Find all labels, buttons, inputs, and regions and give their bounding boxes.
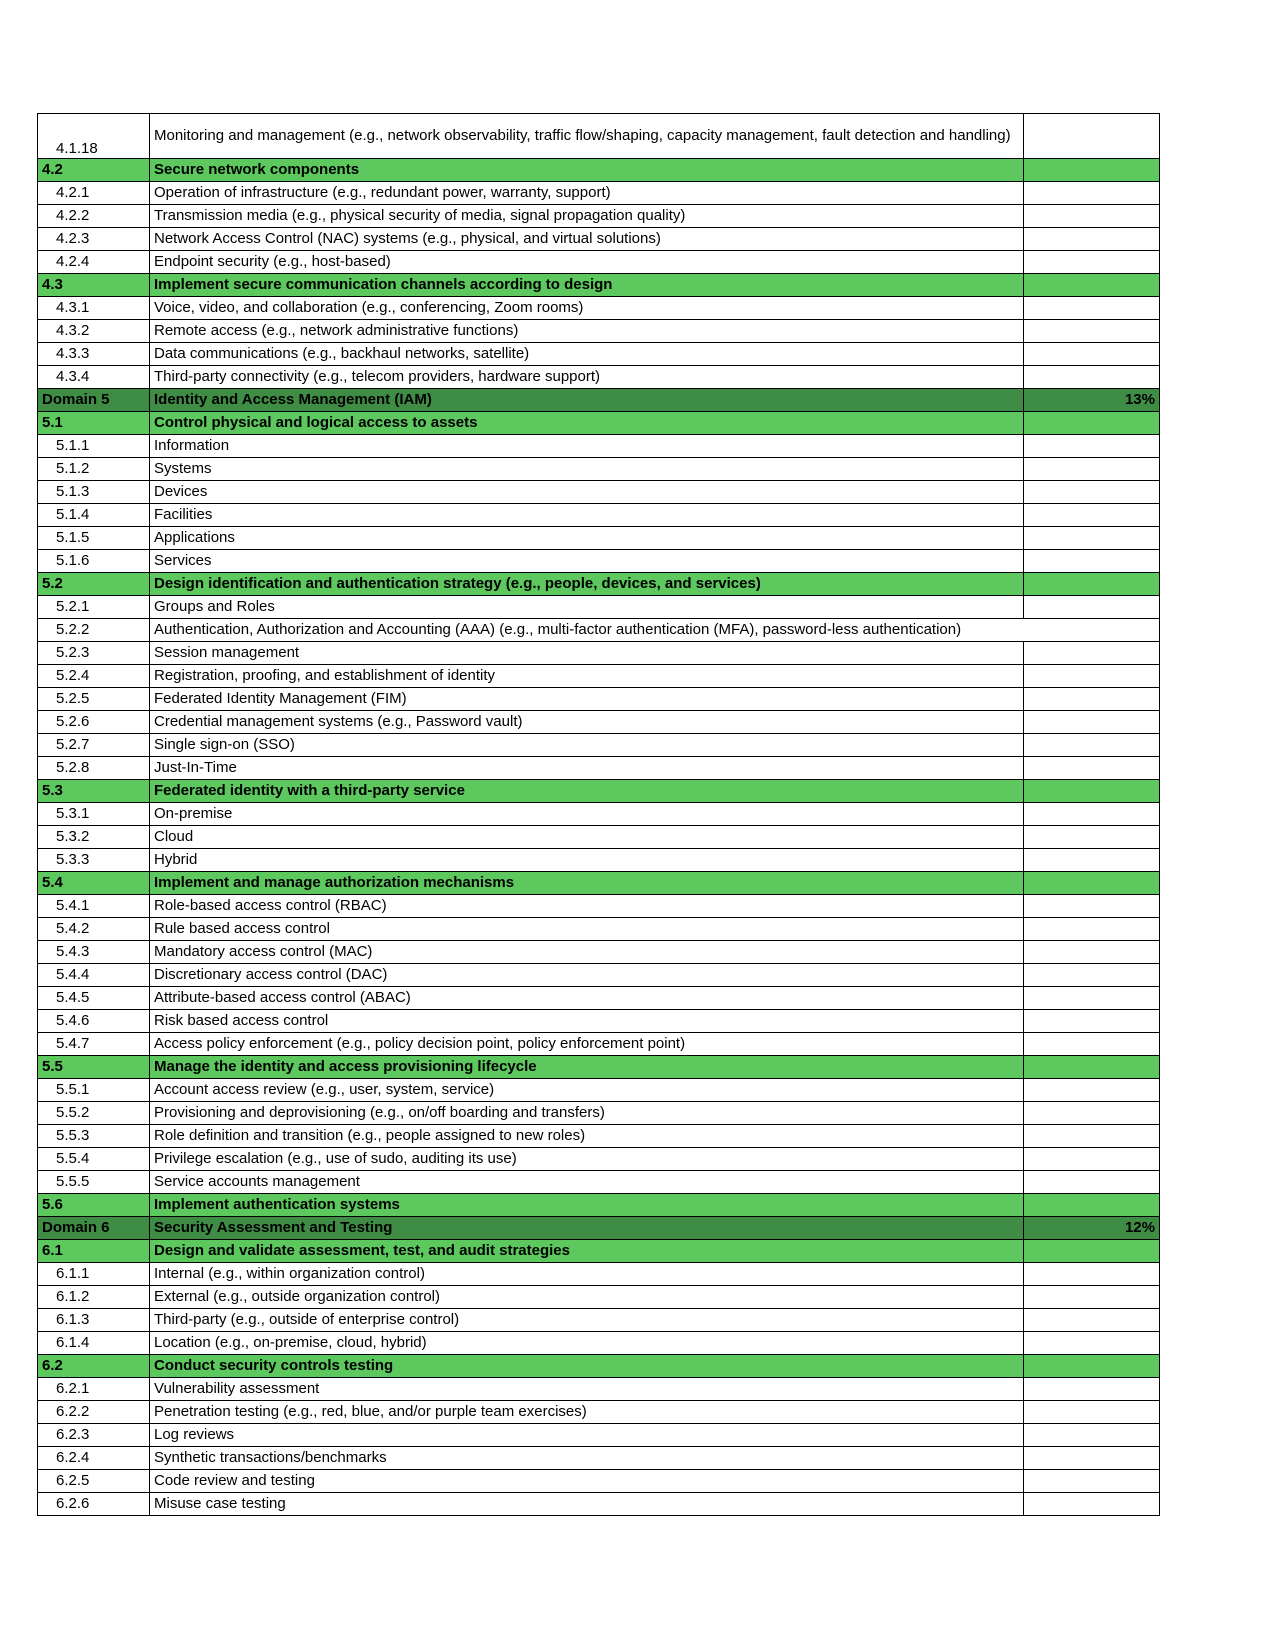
objective-row (38, 550, 1160, 573)
section-description: Just-In-Time (150, 757, 1024, 780)
section-description: Conduct security controls testing (150, 1355, 1024, 1378)
section-description: Implement and manage authorization mechanisms (150, 872, 1024, 895)
section-number: 5.2.7 (38, 734, 150, 757)
section-number: 6.2 (38, 1355, 150, 1378)
domain-weight (1024, 665, 1160, 688)
subdomain-row (38, 780, 1160, 803)
section-description: Manage the identity and access provisioning lifecycle (150, 1056, 1024, 1079)
domain-weight (1024, 964, 1160, 987)
objective-row (38, 1309, 1160, 1332)
objective-row (38, 803, 1160, 826)
section-number: 6.1.2 (38, 1286, 150, 1309)
objective-row (38, 1447, 1160, 1470)
section-description: Services (150, 550, 1024, 573)
section-number: 6.2.1 (38, 1378, 150, 1401)
objective-row (38, 1493, 1160, 1516)
domain-row (38, 1217, 1160, 1240)
objective-row (38, 1378, 1160, 1401)
objective-row (38, 757, 1160, 780)
section-description: Remote access (e.g., network administrative functions) (150, 320, 1024, 343)
section-description: Design identification and authentication strategy (e.g., people, devices, and services) (150, 573, 1024, 596)
section-number: 6.1.3 (38, 1309, 150, 1332)
section-description: Discretionary access control (DAC) (150, 964, 1024, 987)
domain-weight (1024, 251, 1160, 274)
section-description: Applications (150, 527, 1024, 550)
domain-weight (1024, 228, 1160, 251)
objective-row (38, 1332, 1160, 1355)
objective-row (38, 1079, 1160, 1102)
section-number: 5.4.5 (38, 987, 150, 1010)
exam-outline-table (37, 113, 1160, 1516)
domain-weight (1024, 205, 1160, 228)
section-number: 5.1.5 (38, 527, 150, 550)
domain-weight (1024, 366, 1160, 389)
section-description: Third-party connectivity (e.g., telecom providers, hardware support) (150, 366, 1024, 389)
section-description: Systems (150, 458, 1024, 481)
subdomain-row (38, 1056, 1160, 1079)
section-description: Monitoring and management (e.g., network observability, traffic flow/shaping, capacity management, fault detection and handling) (150, 114, 1024, 159)
domain-weight (1024, 688, 1160, 711)
section-description: Operation of infrastructure (e.g., redundant power, warranty, support) (150, 182, 1024, 205)
domain-weight (1024, 619, 1160, 642)
section-description: Internal (e.g., within organization control) (150, 1263, 1024, 1286)
domain-weight (1024, 780, 1160, 803)
section-description: On-premise (150, 803, 1024, 826)
domain-weight (1024, 412, 1160, 435)
domain-weight (1024, 1240, 1160, 1263)
section-description: Authentication, Authorization and Accounting (AAA) (e.g., multi-factor authentication (MFA), password-less authentication) (150, 619, 1024, 642)
domain-weight (1024, 320, 1160, 343)
section-number: 5.2.6 (38, 711, 150, 734)
domain-weight (1024, 1355, 1160, 1378)
section-number: 5.5.2 (38, 1102, 150, 1125)
section-number: 4.2.4 (38, 251, 150, 274)
domain-weight (1024, 182, 1160, 205)
domain-weight (1024, 343, 1160, 366)
subdomain-row (38, 274, 1160, 297)
section-description: Log reviews (150, 1424, 1024, 1447)
section-number: 4.3 (38, 274, 150, 297)
section-number: 6.2.5 (38, 1470, 150, 1493)
objective-row (38, 251, 1160, 274)
section-number: 4.2 (38, 159, 150, 182)
section-description: Transmission media (e.g., physical security of media, signal propagation quality) (150, 205, 1024, 228)
domain-weight (1024, 1010, 1160, 1033)
domain-weight (1024, 114, 1160, 159)
domain-weight (1024, 918, 1160, 941)
section-number: 6.2.4 (38, 1447, 150, 1470)
subdomain-row (38, 412, 1160, 435)
objective-row (38, 918, 1160, 941)
section-number: 4.2.3 (38, 228, 150, 251)
section-number: 5.2.4 (38, 665, 150, 688)
domain-weight (1024, 734, 1160, 757)
section-description: Cloud (150, 826, 1024, 849)
section-description: Provisioning and deprovisioning (e.g., on/off boarding and transfers) (150, 1102, 1024, 1125)
section-number: 5.3.1 (38, 803, 150, 826)
section-number: 6.1 (38, 1240, 150, 1263)
objective-row (38, 1125, 1160, 1148)
section-description: Penetration testing (e.g., red, blue, and/or purple team exercises) (150, 1401, 1024, 1424)
domain-weight: 12% (1024, 1217, 1160, 1240)
domain-weight (1024, 711, 1160, 734)
domain-weight (1024, 1493, 1160, 1516)
section-description: Third-party (e.g., outside of enterprise control) (150, 1309, 1024, 1332)
domain-weight (1024, 1194, 1160, 1217)
section-number: 5.2.5 (38, 688, 150, 711)
section-number: 6.1.1 (38, 1263, 150, 1286)
section-description: Credential management systems (e.g., Password vault) (150, 711, 1024, 734)
objective-row (38, 1286, 1160, 1309)
section-description: Risk based access control (150, 1010, 1024, 1033)
objective-row (38, 504, 1160, 527)
domain-weight (1024, 642, 1160, 665)
objective-row (38, 1263, 1160, 1286)
subdomain-row (38, 1355, 1160, 1378)
section-description: Role-based access control (RBAC) (150, 895, 1024, 918)
domain-weight (1024, 941, 1160, 964)
section-number: 5.1.6 (38, 550, 150, 573)
section-description: Hybrid (150, 849, 1024, 872)
section-number: Domain 6 (38, 1217, 150, 1240)
section-description: Location (e.g., on-premise, cloud, hybrid) (150, 1332, 1024, 1355)
objective-row (38, 320, 1160, 343)
section-description: Attribute-based access control (ABAC) (150, 987, 1024, 1010)
section-description: Implement secure communication channels according to design (150, 274, 1024, 297)
objective-row (38, 1424, 1160, 1447)
domain-weight (1024, 274, 1160, 297)
objective-row (38, 688, 1160, 711)
domain-weight (1024, 803, 1160, 826)
objective-row (38, 596, 1160, 619)
section-number: 5.6 (38, 1194, 150, 1217)
section-number: 4.2.2 (38, 205, 150, 228)
section-description: Facilities (150, 504, 1024, 527)
section-description: Account access review (e.g., user, system, service) (150, 1079, 1024, 1102)
domain-weight (1024, 458, 1160, 481)
section-number: 5.5.3 (38, 1125, 150, 1148)
domain-weight (1024, 1079, 1160, 1102)
domain-weight (1024, 1102, 1160, 1125)
objective-row (38, 711, 1160, 734)
domain-weight: 13% (1024, 389, 1160, 412)
section-description: Mandatory access control (MAC) (150, 941, 1024, 964)
section-number: 5.5 (38, 1056, 150, 1079)
section-number: 6.1.4 (38, 1332, 150, 1355)
subdomain-row (38, 872, 1160, 895)
section-description: Data communications (e.g., backhaul networks, satellite) (150, 343, 1024, 366)
domain-weight (1024, 1148, 1160, 1171)
objective-row (38, 1010, 1160, 1033)
domain-weight (1024, 1378, 1160, 1401)
section-number: 5.4 (38, 872, 150, 895)
domain-weight (1024, 1033, 1160, 1056)
section-number: 5.1 (38, 412, 150, 435)
section-number: 5.3.3 (38, 849, 150, 872)
domain-weight (1024, 297, 1160, 320)
objective-row (38, 297, 1160, 320)
objective-row (38, 228, 1160, 251)
domain-weight (1024, 1470, 1160, 1493)
subdomain-row (38, 573, 1160, 596)
section-description: Synthetic transactions/benchmarks (150, 1447, 1024, 1470)
objective-row (38, 642, 1160, 665)
section-description: Code review and testing (150, 1470, 1024, 1493)
section-description: Federated Identity Management (FIM) (150, 688, 1024, 711)
domain-weight (1024, 481, 1160, 504)
domain-weight (1024, 596, 1160, 619)
section-description: Secure network components (150, 159, 1024, 182)
section-description: External (e.g., outside organization control) (150, 1286, 1024, 1309)
objective-row (38, 481, 1160, 504)
section-number: 4.3.4 (38, 366, 150, 389)
section-description: Design and validate assessment, test, and audit strategies (150, 1240, 1024, 1263)
section-number: 5.1.1 (38, 435, 150, 458)
objective-row (38, 435, 1160, 458)
section-number: 4.3.1 (38, 297, 150, 320)
domain-weight (1024, 1309, 1160, 1332)
section-number: 5.3 (38, 780, 150, 803)
objective-row (38, 895, 1160, 918)
section-number: 5.1.2 (38, 458, 150, 481)
domain-weight (1024, 895, 1160, 918)
section-number: 5.2.8 (38, 757, 150, 780)
section-description: Devices (150, 481, 1024, 504)
domain-weight (1024, 1401, 1160, 1424)
section-description: Access policy enforcement (e.g., policy decision point, policy enforcement point) (150, 1033, 1024, 1056)
subdomain-row (38, 1194, 1160, 1217)
section-description: Rule based access control (150, 918, 1024, 941)
domain-weight (1024, 757, 1160, 780)
objective-row (38, 1171, 1160, 1194)
domain-weight (1024, 550, 1160, 573)
section-number: 5.2.2 (38, 619, 150, 642)
section-description: Session management (150, 642, 1024, 665)
objective-row (38, 205, 1160, 228)
outline-body (38, 114, 1160, 1516)
section-number: 5.5.1 (38, 1079, 150, 1102)
section-number: 5.1.4 (38, 504, 150, 527)
objective-row (38, 527, 1160, 550)
domain-weight (1024, 1056, 1160, 1079)
section-number: 5.4.7 (38, 1033, 150, 1056)
domain-weight (1024, 159, 1160, 182)
section-description: Control physical and logical access to assets (150, 412, 1024, 435)
section-description: Single sign-on (SSO) (150, 734, 1024, 757)
objective-row (38, 826, 1160, 849)
domain-weight (1024, 1263, 1160, 1286)
objective-row (38, 941, 1160, 964)
domain-weight (1024, 504, 1160, 527)
subdomain-row (38, 1240, 1160, 1263)
section-description: Registration, proofing, and establishment of identity (150, 665, 1024, 688)
objective-row (38, 343, 1160, 366)
section-number: 4.1.18 (38, 114, 150, 159)
section-description: Voice, video, and collaboration (e.g., conferencing, Zoom rooms) (150, 297, 1024, 320)
section-number: Domain 5 (38, 389, 150, 412)
section-number: 4.3.3 (38, 343, 150, 366)
section-number: 6.2.3 (38, 1424, 150, 1447)
objective-row (38, 1470, 1160, 1493)
domain-weight (1024, 1171, 1160, 1194)
section-description: Endpoint security (e.g., host-based) (150, 251, 1024, 274)
section-number: 5.5.4 (38, 1148, 150, 1171)
domain-row (38, 389, 1160, 412)
domain-weight (1024, 987, 1160, 1010)
section-number: 6.2.6 (38, 1493, 150, 1516)
section-description: Groups and Roles (150, 596, 1024, 619)
section-number: 5.3.2 (38, 826, 150, 849)
objective-row (38, 1102, 1160, 1125)
domain-weight (1024, 1125, 1160, 1148)
section-description: Security Assessment and Testing (150, 1217, 1024, 1240)
section-number: 5.4.2 (38, 918, 150, 941)
domain-weight (1024, 573, 1160, 596)
section-number: 4.2.1 (38, 182, 150, 205)
objective-row (38, 849, 1160, 872)
domain-weight (1024, 849, 1160, 872)
objective-row (38, 665, 1160, 688)
section-description: Federated identity with a third-party service (150, 780, 1024, 803)
objective-row (38, 114, 1160, 159)
section-description: Privilege escalation (e.g., use of sudo, auditing its use) (150, 1148, 1024, 1171)
objective-row (38, 1401, 1160, 1424)
section-number: 5.4.1 (38, 895, 150, 918)
domain-weight (1024, 1447, 1160, 1470)
objective-row (38, 458, 1160, 481)
section-description: Role definition and transition (e.g., people assigned to new roles) (150, 1125, 1024, 1148)
section-description: Misuse case testing (150, 1493, 1024, 1516)
objective-row (38, 1148, 1160, 1171)
section-number: 5.5.5 (38, 1171, 150, 1194)
section-description: Network Access Control (NAC) systems (e.g., physical, and virtual solutions) (150, 228, 1024, 251)
section-number: 5.2.3 (38, 642, 150, 665)
domain-weight (1024, 527, 1160, 550)
domain-weight (1024, 435, 1160, 458)
objective-row (38, 734, 1160, 757)
section-number: 5.2.1 (38, 596, 150, 619)
objective-row (38, 366, 1160, 389)
section-number: 4.3.2 (38, 320, 150, 343)
objective-row (38, 182, 1160, 205)
section-description: Implement authentication systems (150, 1194, 1024, 1217)
domain-weight (1024, 826, 1160, 849)
domain-weight (1024, 1332, 1160, 1355)
domain-weight (1024, 1286, 1160, 1309)
section-description: Information (150, 435, 1024, 458)
section-description: Vulnerability assessment (150, 1378, 1024, 1401)
section-number: 6.2.2 (38, 1401, 150, 1424)
objective-row (38, 1033, 1160, 1056)
section-number: 5.4.4 (38, 964, 150, 987)
section-description: Service accounts management (150, 1171, 1024, 1194)
section-number: 5.4.3 (38, 941, 150, 964)
section-description: Identity and Access Management (IAM) (150, 389, 1024, 412)
section-number: 5.4.6 (38, 1010, 150, 1033)
section-number: 5.2 (38, 573, 150, 596)
subdomain-row (38, 159, 1160, 182)
domain-weight (1024, 1424, 1160, 1447)
objective-row (38, 619, 1160, 642)
section-number: 5.1.3 (38, 481, 150, 504)
domain-weight (1024, 872, 1160, 895)
objective-row (38, 987, 1160, 1010)
objective-row (38, 964, 1160, 987)
